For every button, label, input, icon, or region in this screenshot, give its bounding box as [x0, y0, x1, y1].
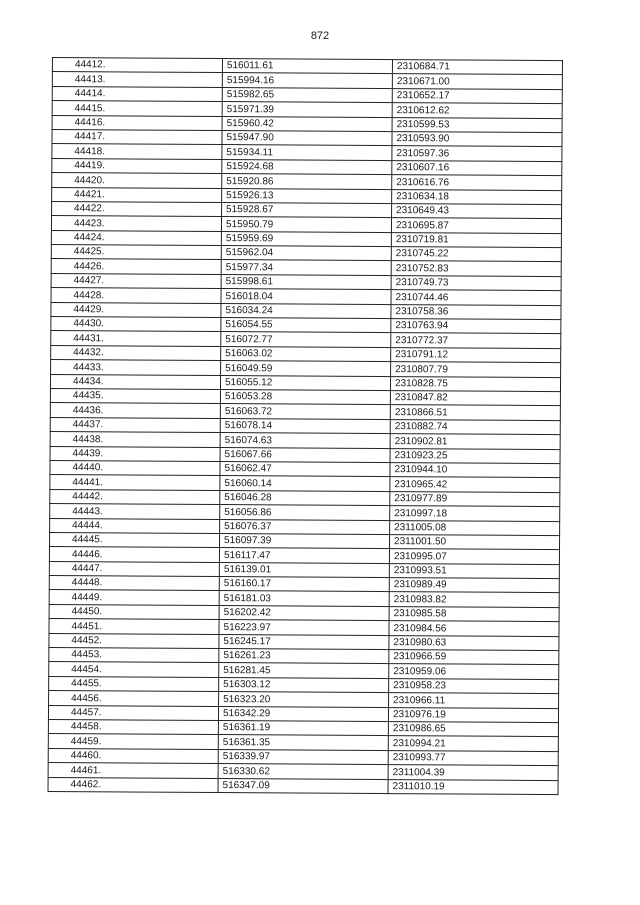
y-coordinate-cell: 2310882.74 [390, 419, 560, 434]
y-coordinate-cell: 2310607.16 [392, 160, 562, 175]
y-coordinate-cell: 2310866.51 [390, 405, 560, 420]
point-number-cell: 44425. [51, 245, 221, 260]
x-coordinate-cell: 516034.24 [221, 303, 391, 318]
y-coordinate-cell: 2310597.36 [392, 146, 562, 161]
y-coordinate-cell: 2310752.83 [391, 261, 561, 276]
y-coordinate-cell: 2310847.82 [390, 391, 560, 406]
x-coordinate-cell: 516139.01 [219, 562, 389, 577]
point-number-cell: 44416. [52, 115, 222, 130]
point-number-cell: 44452. [49, 633, 219, 648]
y-coordinate-cell: 2311001.50 [390, 534, 560, 549]
x-coordinate-cell: 515934.11 [222, 145, 392, 160]
x-coordinate-cell: 515924.68 [222, 159, 392, 174]
point-number-cell: 44414. [52, 86, 222, 101]
point-number-cell: 44413. [52, 72, 222, 87]
y-coordinate-cell: 2310994.21 [388, 736, 558, 751]
point-number-cell: 44415. [52, 101, 222, 116]
y-coordinate-cell: 2310807.79 [391, 362, 561, 377]
point-number-cell: 44418. [52, 144, 222, 159]
point-number-cell: 44448. [49, 576, 219, 591]
y-coordinate-cell: 2310828.75 [390, 376, 560, 391]
y-coordinate-cell: 2310745.22 [391, 247, 561, 262]
y-coordinate-cell: 2310791.12 [391, 347, 561, 362]
x-coordinate-cell: 516072.77 [221, 332, 391, 347]
y-coordinate-cell: 2310744.46 [391, 290, 561, 305]
point-number-cell: 44423. [51, 216, 221, 231]
point-number-cell: 44454. [49, 662, 219, 677]
y-coordinate-cell: 2311010.19 [388, 779, 558, 794]
point-number-cell: 44437. [50, 417, 220, 432]
x-coordinate-cell: 515928.67 [222, 202, 392, 217]
y-coordinate-cell: 2310758.36 [391, 304, 561, 319]
page-number: 872 [310, 30, 330, 42]
table-row [48, 777, 558, 795]
x-coordinate-cell: 515947.90 [222, 130, 392, 145]
point-number-cell: 44428. [51, 288, 221, 303]
x-coordinate-cell: 516342.29 [218, 706, 388, 721]
x-coordinate-cell: 516062.47 [220, 461, 390, 476]
x-coordinate-cell: 516063.02 [221, 346, 391, 361]
point-number-cell: 44456. [49, 691, 219, 706]
y-coordinate-cell: 2310902.81 [390, 434, 560, 449]
x-coordinate-cell: 516054.55 [221, 318, 391, 333]
point-number-cell: 44429. [51, 302, 221, 317]
y-coordinate-cell: 2310966.11 [389, 693, 559, 708]
y-coordinate-cell: 2310695.87 [391, 218, 561, 233]
x-coordinate-cell: 515982.65 [222, 87, 392, 102]
x-coordinate-cell: 516361.19 [218, 720, 388, 735]
y-coordinate-cell: 2310671.00 [392, 74, 562, 89]
point-number-cell: 44450. [49, 604, 219, 619]
y-coordinate-cell: 2310958.23 [389, 678, 559, 693]
x-coordinate-cell: 516074.63 [220, 433, 390, 448]
point-number-cell: 44442. [50, 489, 220, 504]
point-number-cell: 44441. [50, 475, 220, 490]
x-coordinate-cell: 516303.12 [219, 677, 389, 692]
x-coordinate-cell: 516261.23 [219, 649, 389, 664]
point-number-cell: 44440. [50, 460, 220, 475]
y-coordinate-cell: 2310652.17 [392, 88, 562, 103]
y-coordinate-cell: 2310923.25 [390, 448, 560, 463]
point-number-cell: 44449. [49, 590, 219, 605]
x-coordinate-cell: 516323.20 [219, 692, 389, 707]
point-number-cell: 44445. [50, 532, 220, 547]
point-number-cell: 44426. [51, 259, 221, 274]
y-coordinate-cell: 2311005.08 [390, 520, 560, 535]
point-number-cell: 44432. [51, 345, 221, 360]
y-coordinate-cell: 2310612.62 [392, 103, 562, 118]
y-coordinate-cell: 2310593.90 [392, 132, 562, 147]
point-number-cell: 44435. [50, 388, 220, 403]
y-coordinate-cell: 2310616.76 [392, 175, 562, 190]
x-coordinate-cell: 516055.12 [220, 375, 390, 390]
point-number-cell: 44434. [50, 374, 220, 389]
point-number-cell: 44462. [48, 777, 218, 792]
point-number-cell: 44459. [48, 734, 218, 749]
point-number-cell: 44457. [48, 705, 218, 720]
y-coordinate-cell: 2310749.73 [391, 275, 561, 290]
point-number-cell: 44451. [49, 619, 219, 634]
point-number-cell: 44446. [49, 547, 219, 562]
x-coordinate-cell: 516049.59 [221, 361, 391, 376]
point-number-cell: 44460. [48, 748, 218, 763]
point-number-cell: 44436. [50, 403, 220, 418]
y-coordinate-cell: 2310986.65 [388, 722, 558, 737]
point-number-cell: 44455. [49, 676, 219, 691]
x-coordinate-cell: 516181.03 [219, 591, 389, 606]
y-coordinate-cell: 2310772.37 [391, 333, 561, 348]
point-number-cell: 44461. [48, 763, 218, 778]
point-number-cell: 44439. [50, 446, 220, 461]
x-coordinate-cell: 516339.97 [218, 749, 388, 764]
x-coordinate-cell: 516361.35 [218, 735, 388, 750]
y-coordinate-cell: 2310634.18 [392, 189, 562, 204]
coordinates-table [48, 57, 563, 795]
x-coordinate-cell: 516223.97 [219, 620, 389, 635]
x-coordinate-cell: 516053.28 [220, 390, 390, 405]
x-coordinate-cell: 515998.61 [221, 274, 391, 289]
y-coordinate-cell: 2310993.77 [388, 750, 558, 765]
y-coordinate-cell: 2310980.63 [389, 635, 559, 650]
y-coordinate-cell: 2310944.10 [390, 463, 560, 478]
x-coordinate-cell: 516046.28 [220, 490, 390, 505]
x-coordinate-cell: 516076.37 [220, 519, 390, 534]
y-coordinate-cell: 2310993.51 [389, 563, 559, 578]
y-coordinate-cell: 2310985.58 [389, 606, 559, 621]
point-number-cell: 44421. [52, 187, 222, 202]
point-number-cell: 44420. [52, 173, 222, 188]
y-coordinate-cell: 2310649.43 [392, 203, 562, 218]
point-number-cell: 44431. [51, 331, 221, 346]
y-coordinate-cell: 2310763.94 [391, 319, 561, 334]
x-coordinate-cell: 516063.72 [220, 404, 390, 419]
point-number-cell: 44433. [51, 360, 221, 375]
x-coordinate-cell: 515926.13 [222, 188, 392, 203]
x-coordinate-cell: 516097.39 [220, 533, 390, 548]
x-coordinate-cell: 516067.66 [220, 447, 390, 462]
point-number-cell: 44438. [50, 432, 220, 447]
y-coordinate-cell: 2310966.59 [389, 650, 559, 665]
y-coordinate-cell: 2310997.18 [390, 506, 560, 521]
y-coordinate-cell: 2310983.82 [389, 592, 559, 607]
y-coordinate-cell: 2310976.19 [388, 707, 558, 722]
point-number-cell: 44458. [48, 719, 218, 734]
x-coordinate-cell: 516117.47 [219, 548, 389, 563]
point-number-cell: 44447. [49, 561, 219, 576]
point-number-cell: 44412. [52, 58, 222, 73]
x-coordinate-cell: 516160.17 [219, 577, 389, 592]
x-coordinate-cell: 516078.14 [220, 418, 390, 433]
point-number-cell: 44430. [51, 317, 221, 332]
x-coordinate-cell: 515950.79 [221, 217, 391, 232]
y-coordinate-cell: 2310989.49 [389, 578, 559, 593]
x-coordinate-cell: 515962.04 [221, 246, 391, 261]
x-coordinate-cell: 515920.86 [222, 174, 392, 189]
point-number-cell: 44443. [50, 504, 220, 519]
x-coordinate-cell: 515994.16 [222, 73, 392, 88]
y-coordinate-cell: 2310977.89 [390, 491, 560, 506]
y-coordinate-cell: 2310959.06 [389, 664, 559, 679]
y-coordinate-cell: 2310984.56 [389, 621, 559, 636]
point-number-cell: 44427. [51, 273, 221, 288]
y-coordinate-cell: 2310599.53 [392, 117, 562, 132]
point-number-cell: 44419. [52, 158, 222, 173]
x-coordinate-cell: 516330.62 [218, 764, 388, 779]
x-coordinate-cell: 515960.42 [222, 116, 392, 131]
x-coordinate-cell: 516245.17 [219, 634, 389, 649]
y-coordinate-cell: 2310965.42 [390, 477, 560, 492]
y-coordinate-cell: 2311004.39 [388, 765, 558, 780]
x-coordinate-cell: 516060.14 [220, 476, 390, 491]
x-coordinate-cell: 516281.45 [219, 663, 389, 678]
x-coordinate-cell: 516056.86 [220, 505, 390, 520]
y-coordinate-cell: 2310719.81 [391, 232, 561, 247]
x-coordinate-cell: 516347.09 [218, 778, 388, 793]
point-number-cell: 44417. [52, 129, 222, 144]
x-coordinate-cell: 515971.39 [222, 102, 392, 117]
x-coordinate-cell: 515959.69 [221, 231, 391, 246]
x-coordinate-cell: 516011.61 [222, 59, 392, 74]
point-number-cell: 44444. [50, 518, 220, 533]
y-coordinate-cell: 2310684.71 [392, 60, 562, 75]
y-coordinate-cell: 2310995.07 [389, 549, 559, 564]
x-coordinate-cell: 516202.42 [219, 605, 389, 620]
point-number-cell: 44453. [49, 648, 219, 663]
point-number-cell: 44422. [52, 201, 222, 216]
point-number-cell: 44424. [51, 230, 221, 245]
table-body [48, 58, 562, 795]
x-coordinate-cell: 516018.04 [221, 289, 391, 304]
x-coordinate-cell: 515977.34 [221, 260, 391, 275]
